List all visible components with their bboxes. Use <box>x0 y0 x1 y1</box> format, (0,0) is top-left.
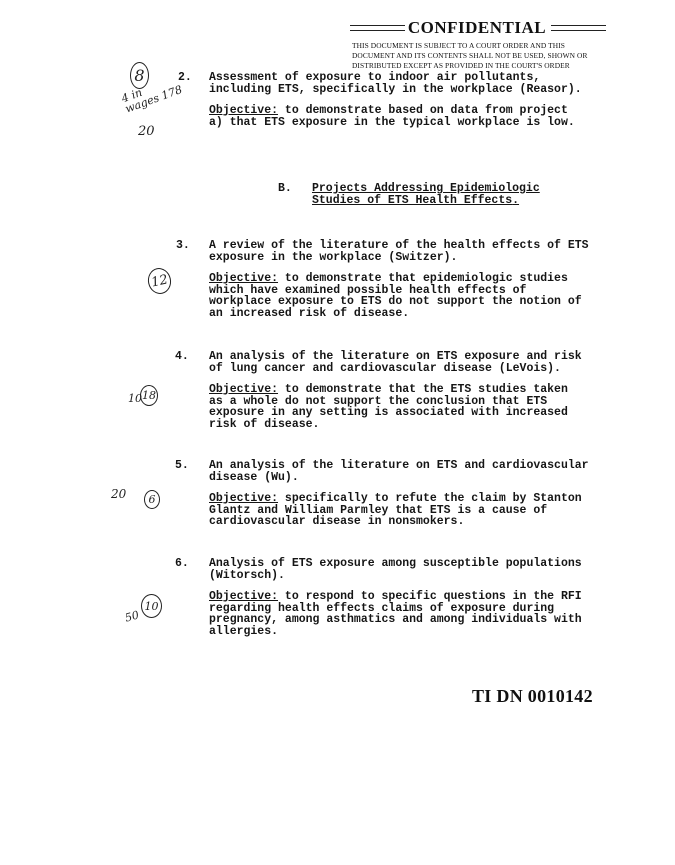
objective-text: to respond to specific questions in the RFI regarding health effects claims of exposure during pregnancy, among asthmatics and among individuals with allergies. <box>209 590 582 638</box>
item-objective <box>209 273 599 319</box>
item-objective <box>209 105 599 128</box>
handwritten-number: 10 <box>128 392 142 405</box>
objective-label: Objective: <box>209 590 279 603</box>
item-heading: Analysis of ETS exposure among susceptible populations (Witorsch). <box>209 557 582 582</box>
handwritten-number: 20 <box>111 487 127 501</box>
stamp-line: DISTRIBUTED EXCEPT AS PROVIDED IN THE COURT'S ORDER <box>352 61 570 70</box>
item-heading: A review of the literature of the health effects of ETS exposure in the workplace (Switzer). <box>209 239 589 264</box>
list-item <box>209 351 599 430</box>
item-number: 5. <box>175 459 189 472</box>
objective-label: Objective: <box>209 492 279 505</box>
list-item <box>209 72 599 128</box>
item-objective <box>209 493 599 528</box>
item-objective <box>209 591 599 637</box>
section-letter: B. <box>278 182 292 195</box>
objective-text: to demonstrate that the ETS studies taken as a whole do not support the conclusion that ETS exposure in any setting is associated with increased risk of disease. <box>209 383 568 431</box>
stamp-line: THIS DOCUMENT IS SUBJECT TO A COURT ORDER AND THIS <box>352 41 565 50</box>
handwritten-circled-number: 6 <box>144 490 160 509</box>
list-item <box>209 558 599 637</box>
stamp-line: DOCUMENT AND ITS CONTENTS SHALL NOT BE USED, SHOWN OR <box>352 51 588 60</box>
objective-label: Objective: <box>209 272 279 285</box>
handwritten-circled-number: 12 <box>146 266 174 296</box>
item-number: 2. <box>178 71 192 84</box>
handwritten-circled-number: 10 <box>141 594 162 618</box>
handwritten-number: 20 <box>138 124 155 139</box>
objective-text: to demonstrate that epidemiologic studies which have examined possible health effects of workplace exposure to ETS do not support the notion of an increased risk of disease. <box>209 272 582 320</box>
handwritten-note: 4 in wages 178 <box>119 82 184 116</box>
item-heading: An analysis of the literature on ETS and cardiovascular disease (Wu). <box>209 459 589 484</box>
item-heading: Assessment of exposure to indoor air pollutants, including ETS, specifically in the workplace (Reasor). <box>209 71 582 96</box>
item-heading: An analysis of the literature on ETS exposure and risk of lung cancer and cardiovascular disease (LeVois). <box>209 350 582 375</box>
confidential-stamp <box>352 18 602 71</box>
stamp-notice <box>352 41 602 71</box>
handwritten-circled-number: 18 <box>140 385 158 406</box>
list-item <box>209 460 599 528</box>
item-number: 4. <box>175 350 189 363</box>
objective-label: Objective: <box>209 383 279 396</box>
objective-text: to demonstrate based on data from project a) that ETS exposure in the typical workplace is low. <box>209 104 575 129</box>
item-objective <box>209 384 599 430</box>
stamp-title: CONFIDENTIAL <box>352 18 602 38</box>
item-number: 3. <box>176 239 190 252</box>
document-id: TI DN 0010142 <box>472 686 593 706</box>
handwritten-number: 50 <box>123 608 141 625</box>
objective-label: Objective: <box>209 104 279 117</box>
item-number: 6. <box>175 557 189 570</box>
list-item <box>209 240 599 319</box>
objective-text: specifically to refute the claim by Stanton Glantz and William Parmley that ETS is a cause of cardiovascular disease in nonsmokers. <box>209 492 582 528</box>
section-title: Projects Addressing Epidemiologic Studies of ETS Health Effects. <box>312 182 540 207</box>
handwritten-circled-number: 8 <box>130 62 149 89</box>
